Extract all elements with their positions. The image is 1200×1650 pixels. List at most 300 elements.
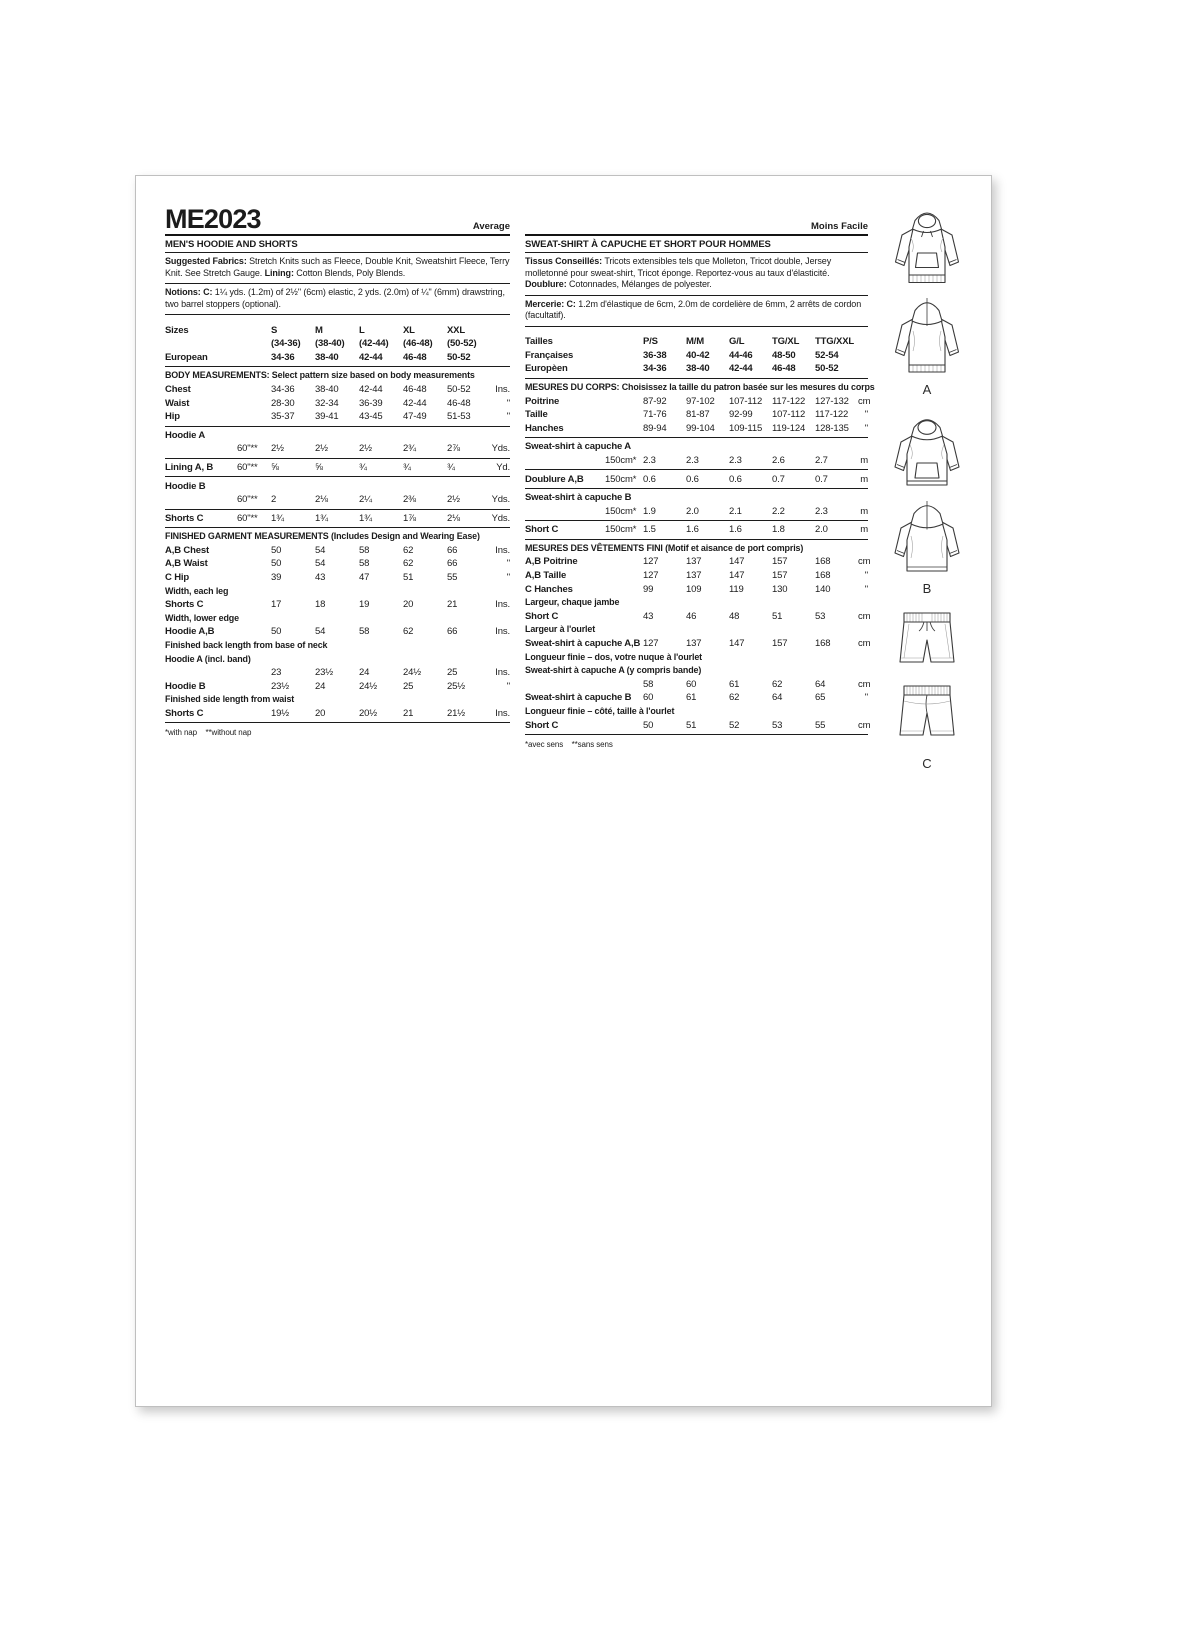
size-value: 60 [686,678,697,690]
size-value: 137 [686,556,702,568]
size-value: TG/XL [772,336,800,348]
size-value: 157 [772,556,788,568]
section-header-label: Width, lower edge [165,612,239,624]
size-value: 35-37 [271,411,295,423]
size-value: 137 [686,638,702,650]
size-value: 42-44 [359,351,383,363]
unit-label: " [864,409,868,421]
row-label: A,B Chest [165,544,210,556]
shorts-c-front-illustration [889,608,965,680]
size-value: 1¾ [271,512,284,524]
size-value: 62 [729,692,740,704]
table-row [525,718,871,735]
size-value: 50-52 [815,363,839,375]
size-value: 1⅞ [403,512,416,524]
unit-label: cm [858,395,871,407]
size-value: 0.6 [643,473,656,485]
row-label: Hoodie B [165,480,206,492]
tissus-label: Tissus Conseillés: [525,256,603,266]
size-value: 2¾ [403,443,416,455]
size-value: 24½ [403,667,422,679]
size-value: ⅝ [315,461,323,473]
size-value: XL [403,324,415,336]
fabric-width-value: 150cm* [605,524,637,536]
size-value: 168 [815,638,831,650]
size-value: 50-52 [447,351,471,363]
hoodie-a-back-illustration [889,291,965,379]
table-row [165,396,510,410]
table-section-header [525,623,868,637]
unit-label: " [864,422,868,434]
size-value: 55 [447,572,458,584]
english-column [165,202,510,783]
size-value: 48 [729,610,740,622]
size-value: 58 [359,558,370,570]
notions-paragraph [165,284,510,315]
view-c-label: C [922,756,932,771]
size-value: 39 [271,572,282,584]
size-value: 36-39 [359,397,383,409]
table-row [165,383,510,397]
unit-label: " [506,680,510,692]
unit-label: Ins. [495,544,510,556]
unit-label: cm [858,638,871,650]
size-value: 117-122 [815,409,849,421]
view-b-group [889,409,965,596]
size-value: 38-40 [686,363,710,375]
size-value: 54 [315,558,326,570]
size-value: 43-45 [359,411,383,423]
fabrics-text: Stretch Knits such as Fleece, Double Knit, Sweatshirt Fleece, Terry Knit. See Stretch Gauge. [165,256,510,278]
table-row [525,440,868,454]
size-value: 89-94 [643,422,667,434]
size-value: 99-104 [686,422,715,434]
table-section-header [525,596,868,610]
size-value: 2.0 [686,505,699,517]
size-value: 157 [772,570,788,582]
size-value: 130 [772,583,788,595]
size-value: 2.0 [815,524,828,536]
table-row [525,555,871,569]
size-value: 1.8 [772,524,785,536]
size-value: XXL [447,324,466,336]
tissus-text: Tricots extensibles tels que Molleton, Tricot double, Jersey molletonné pour sweat-shirt, Tricot éponge. Reportez-vous au taux d'élasticité. [525,256,832,278]
table-section-header [525,705,868,719]
size-value: 1.6 [686,524,699,536]
size-value: 2½ [271,443,284,455]
row-label: Françaises [525,349,574,361]
size-value: 2.2 [772,505,785,517]
size-value: 21½ [447,708,466,719]
table-section-header [525,542,868,556]
table-section-header [165,639,510,653]
size-value: 42-44 [359,383,383,395]
hoodie-b-back-illustration [889,494,965,578]
table-row [525,691,868,705]
size-value: 58 [359,544,370,556]
difficulty-rating-french: Moins Facile [810,221,868,232]
size-value: 24 [359,667,370,679]
row-label: Chest [165,383,191,395]
size-value: ¾ [447,461,455,473]
size-value: 23½ [271,680,290,692]
size-value: 24 [315,680,326,692]
row-label: Doublure A,B [525,473,584,485]
sheet-content [165,202,971,783]
size-value: 23½ [315,667,334,679]
lining-label: Lining: [264,267,294,278]
size-value: 38-40 [315,351,339,363]
size-value: 168 [815,570,831,582]
size-value: 66 [447,544,458,556]
size-value: 53 [815,610,826,622]
mercerie-paragraph [525,296,868,327]
size-value: 25½ [447,680,466,692]
size-value: 58 [359,626,370,638]
fabric-width-value: 60"** [237,461,258,473]
table-section-header [165,652,510,666]
unit-label: Ins. [495,708,510,719]
row-label: Tailles [525,336,553,348]
unit-label: " [864,692,868,704]
row-label: A,B Waist [165,558,208,570]
fabric-width-value: 60"** [237,443,258,455]
size-value: 34-36 [271,383,295,395]
unit-label: m [860,505,868,517]
table-row [525,582,868,596]
shorts-c-back-illustration [889,681,965,753]
table-row [165,571,510,585]
size-value: 24½ [359,680,378,692]
row-label: Shorts C [165,708,204,719]
size-value: 47-49 [403,411,427,423]
size-value: (34-36) [271,338,301,350]
table-row [165,493,510,510]
size-value: 42-44 [403,397,427,409]
french-header [525,202,868,236]
size-value: 61 [729,678,740,690]
size-value: 62 [403,558,414,570]
size-value: 66 [447,558,458,570]
size-value: 2.6 [772,454,785,466]
size-value: ⅝ [271,461,279,473]
size-value: 2.3 [815,505,828,517]
size-value: 2.3 [729,454,742,466]
size-value: 109 [686,583,702,595]
row-label: Lining A, B [165,461,214,473]
unit-label: Yd. [496,461,510,473]
unit-label: cm [858,678,871,690]
row-label: Short C [525,610,559,622]
size-value: 87-92 [643,395,667,407]
garment-views-column [883,202,971,783]
row-label: Shorts C [165,599,204,611]
table-row [165,666,510,680]
size-value: 60 [643,692,654,704]
unit-label: m [860,524,868,536]
section-header-label: Sweat-shirt à capuche A (y compris bande) [525,665,702,677]
table-row [525,491,868,505]
size-value: 1¾ [315,512,328,524]
nap-footnote-french: *avec sens **sans sens [525,740,613,749]
section-header-label: Longueur finie – côté, taille à l'ourlet [525,706,675,717]
mercerie-label: Mercerie: C: [525,298,576,309]
size-value: 92-99 [729,409,753,421]
unit-label: Yds. [491,443,510,455]
size-value: 2½ [359,443,372,455]
size-value: 1.5 [643,524,656,536]
size-value: 168 [815,556,831,568]
notions-label: Notions: C: [165,287,213,298]
row-label: Hanches [525,422,564,434]
measurements-table-english [165,323,510,723]
size-value: 51 [772,610,783,622]
size-value: 2.3 [643,454,656,466]
size-value: 81-87 [686,409,710,421]
size-value: 50 [271,558,282,570]
table-row [525,362,868,379]
size-value: 43 [643,610,654,622]
size-value: 1.9 [643,505,656,517]
size-value: 2⅞ [447,443,460,455]
unit-label: cm [858,556,871,568]
table-row [165,598,510,612]
size-value: G/L [729,336,745,348]
table-row [525,637,871,651]
fabric-width-value: 150cm* [605,473,637,485]
size-value: 1.6 [729,524,742,536]
row-label: A,B Poitrine [525,556,578,568]
doublure-label: Doublure: [525,279,567,290]
table-row [165,461,510,478]
size-value: 25 [403,680,414,692]
mercerie-text: 1.2m d'élastique de 6cm, 2.0m de cordelière de 6mm, 2 arrêts de cordon (facultatif). [525,298,862,321]
size-value: 2⅛ [315,494,328,506]
fabric-width-value: 150cm* [605,454,637,466]
table-row [525,335,868,349]
unit-label: " [864,570,868,582]
difficulty-rating-english: Average [472,221,510,232]
size-value: 117-122 [772,395,806,407]
size-value: 51-53 [447,411,471,423]
size-value: 109-115 [729,422,763,434]
size-value: 52-54 [815,349,839,361]
size-value: 19 [359,599,370,611]
size-value: 140 [815,583,831,595]
table-row [525,454,868,471]
size-value: 21 [447,599,458,611]
size-value: L [359,324,365,336]
view-b-label: B [922,581,932,596]
size-value: 62 [403,544,414,556]
row-label: Short C [525,524,559,536]
unit-label: cm [858,719,871,731]
table-row [525,394,871,408]
row-label: Shorts C [165,512,204,524]
row-label: C Hip [165,572,190,584]
size-value: 147 [729,570,745,582]
row-label: Sweat-shirt à capuche B [525,692,632,704]
size-value: 51 [403,572,414,584]
unit-label: " [506,572,510,584]
measurements-table-french [525,335,875,735]
section-header-label: Width, each leg [165,585,229,597]
size-value: 127 [643,556,659,568]
table-row [165,442,510,459]
pattern-envelope-back-sheet [135,175,992,1407]
section-header-label: Largeur, chaque jambe [525,597,620,609]
unit-label: Yds. [491,494,510,506]
size-value: 127 [643,638,659,650]
table-row [525,422,868,439]
size-value: M [315,324,323,336]
size-value: 38-40 [315,383,339,395]
table-section-header [165,584,510,598]
table-section-header [165,369,510,383]
table-row [525,349,868,363]
table-row [165,429,510,443]
row-label: A,B Taille [525,570,567,582]
size-value: 21 [403,708,414,719]
section-header-label: FINISHED GARMENT MEASUREMENTS (Includes Design and Wearing Ease) [165,531,480,543]
view-c-group [889,608,965,771]
size-value: 36-38 [643,349,667,361]
size-value: 50 [271,626,282,638]
notions-text: 1¼ yds. (1.2m) of 2½" (6cm) elastic, 2 yds. (2.0m) of ¼" (6mm) drawstring, two barrel stoppers (optional). [165,287,505,309]
row-label: Sweat-shirt à capuche A,B [525,638,641,650]
size-value: 50 [271,544,282,556]
size-value: 20 [403,599,414,611]
table-section-header [165,693,510,707]
size-value: 99 [643,583,654,595]
size-value: 46-48 [447,397,471,409]
table-row [525,610,871,624]
nap-footnote-english: *with nap **without nap [165,728,252,738]
size-value: S [271,324,278,336]
table-row [165,410,510,427]
size-value: 25 [447,667,458,679]
table-section-header [165,530,510,544]
size-value: (50-52) [447,338,477,350]
view-a-group [889,202,965,397]
section-header-label: Largeur à l'ourlet [525,624,596,636]
size-value: 64 [772,692,783,704]
unit-label: cm [858,610,871,622]
size-value: 71-76 [643,409,667,421]
size-value: 2¼ [359,494,372,506]
size-value: 46-48 [403,351,427,363]
row-label: Europèen [525,363,568,375]
row-label: Sweat-shirt à capuche B [525,492,632,504]
size-value: 128-135 [815,422,849,434]
table-row [525,505,868,522]
table-row [165,544,510,558]
table-row [165,351,510,368]
size-value: 0.6 [729,473,742,485]
table-row [165,557,510,571]
size-value: 34-36 [271,351,295,363]
size-value: (46-48) [403,338,433,350]
size-value: 157 [772,638,788,650]
size-value: 147 [729,556,745,568]
section-header-label: MESURES DU CORPS: Choisissez la taille du patron basée sur les mesures du corps [525,381,875,393]
size-value: 147 [729,638,745,650]
size-value: 44-46 [729,349,753,361]
garment-title-english: MEN'S HOODIE AND SHORTS [165,236,510,253]
table-section-header [525,664,868,678]
size-value: 50 [643,719,654,731]
size-value: 17 [271,599,282,611]
size-value: P/S [643,336,658,348]
section-header-label: Longueur finie – dos, votre nuque à l'ourlet [525,651,703,663]
size-value: 2½ [315,443,328,455]
table-section-header [165,612,510,626]
size-value: 2½ [447,494,460,506]
size-value: 19½ [271,708,290,719]
tissus-conseilles-paragraph [525,253,868,296]
section-header-label: Finished side length from waist [165,694,295,706]
fabric-width-value: 60"** [237,512,258,524]
fabric-width-value: 60"** [237,494,258,506]
table-row [525,523,868,540]
size-value: 127 [643,570,659,582]
size-value: 2⅜ [403,494,416,506]
size-value: 2⅛ [447,512,460,524]
table-section-header [525,650,868,664]
row-label: Hip [165,411,180,423]
unit-label: Ins. [495,667,510,679]
size-value: 46 [686,610,697,622]
size-value: 20 [315,708,326,719]
unit-label: Ins. [495,383,510,395]
section-header-label: Hoodie A (incl. band) [165,653,251,665]
row-label: European [165,351,208,363]
unit-label: m [860,454,868,466]
size-value: 39-41 [315,411,339,423]
size-value: 119-124 [772,422,806,434]
size-value: 48-50 [772,349,796,361]
fabric-width-value: 150cm* [605,505,637,517]
row-label: Taille [525,409,548,421]
size-value: 119 [729,583,744,595]
unit-label: " [864,583,868,595]
size-value: ¾ [403,461,411,473]
table-row [165,625,510,639]
row-label: Waist [165,397,190,409]
fabrics-label: Suggested Fabrics: [165,256,247,266]
size-value: 0.6 [686,473,699,485]
size-value: 127-132 [815,395,849,407]
row-label: Hoodie A [165,429,206,441]
table-row [525,569,868,583]
unit-label: " [506,558,510,570]
size-value: 0.7 [772,473,785,485]
size-value: 52 [729,719,740,731]
size-value: 58 [643,678,654,690]
size-value: 47 [359,572,370,584]
size-value: 66 [447,626,458,638]
row-label: Sizes [165,324,189,336]
lining-text: Cotton Blends, Poly Blends. [293,267,406,278]
hoodie-b-front-illustration [889,409,965,493]
row-label: C Hanches [525,583,573,595]
unit-label: Ins. [495,599,510,611]
unit-label: " [506,411,510,423]
view-a-label: A [922,382,932,397]
size-value: 46-48 [772,363,796,375]
size-value: 34-36 [643,363,667,375]
table-row [165,680,510,694]
